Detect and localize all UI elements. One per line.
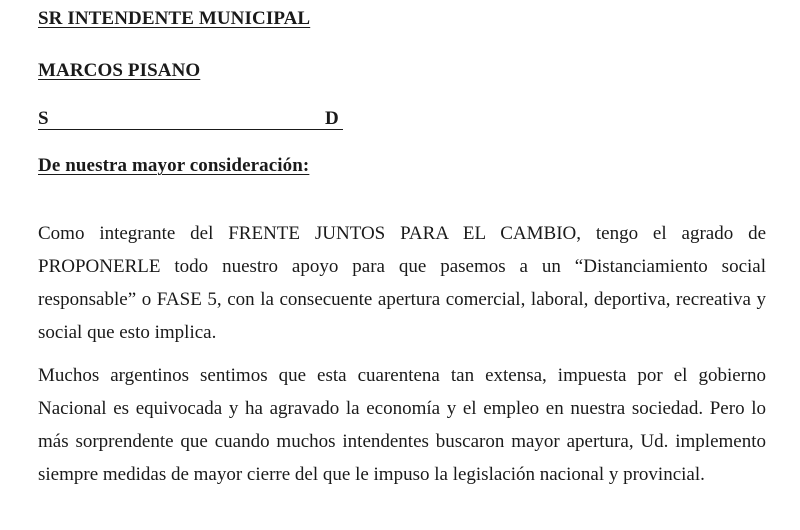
body-paragraph-2: Muchos argentinos sentimos que esta cuarentena tan extensa, impuesta por el gobierno Nacional es equivocada y ha agravado la economía y el empleo en nuestra sociedad. Pero lo más sorprendente que cuando muchos intendentes buscaron mayor apertura, Ud. implemento siempre medidas de mayor cierre del que le impuso la legislación nacional y provincial. [38, 365, 766, 485]
addressee-title: SR INTENDENTE MUNICIPAL [38, 8, 311, 29]
addressee-name: MARCOS PISANO [38, 60, 201, 81]
sd-underline [38, 129, 343, 130]
body-paragraph-1: Como integrante del FRENTE JUNTOS PARA EL CAMBIO, tengo el agrado de PROPONERLE todo nuestro apoyo para que pasemos a un “Distanciamiento social responsable” o FASE 5, con la consecuente apertura comercial, laboral, deportiva, recreativa y social que esto implica. [38, 223, 766, 343]
sd-start-letter: S [38, 108, 49, 129]
sd-end-letter: D [325, 108, 339, 129]
greeting: De nuestra mayor consideración: [38, 155, 310, 176]
salutation-sd-line [38, 108, 343, 132]
